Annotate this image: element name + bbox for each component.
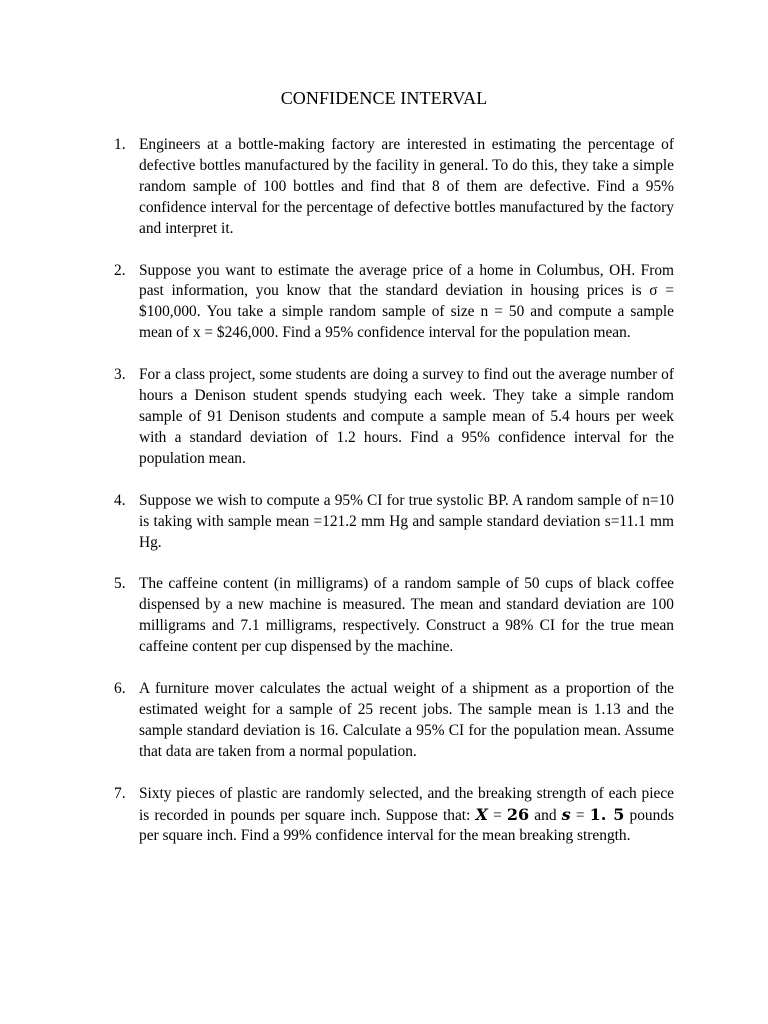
math-symbol-s: s (561, 804, 571, 824)
problem-text: For a class project, some students are doing a survey to find out the average number of hours a Denison student spends studying each week. They take a simple random sample of 91 Denison students and compute a sample mean of 5.4 hours per week with a standard deviation of 1.2 hours. Find a 95% confidence interval for the population mean. (139, 366, 674, 467)
math-value-s: 1. 5 (589, 804, 625, 824)
problem-number: 4. (114, 491, 126, 509)
problem-text (139, 785, 674, 845)
problem-number: 7. (114, 784, 126, 802)
problem-text-part: pounds per square inch. Find a 99% confidence interval for the mean breaking strength. (139, 806, 674, 845)
problem-number: 5. (114, 575, 126, 593)
problem-number: 6. (114, 680, 126, 698)
problem-text: Suppose you want to estimate the average price of a home in Columbus, OH. From past information, you know that the standard deviation in housing prices is σ = $100,000. You take a simple random sample of size n = 50 and compute a sample mean of x = $246,000. Find a 95% confidence interval for the population mean. (139, 261, 674, 342)
problem-item (114, 491, 674, 554)
problem-number: 3. (114, 366, 126, 384)
problem-text: The caffeine content (in milligrams) of a random sample of 50 cups of black coffee dispensed by a new machine is measured. The mean and standard deviation are 100 milligrams and 7.1 milligrams, respectively. Construct a 98% CI for the true mean caffeine content per cup dispensed by the machine. (139, 575, 674, 656)
conjunction-text: and (529, 806, 562, 824)
equals-sign: = (570, 806, 590, 824)
problem-text: Engineers at a bottle-making factory are interested in estimating the percentage of defective bottles manufactured by the facility in general. To do this, they take a simple random sample of 100 bottles and find that 8 of them are defective. Find a 95% confidence interval for the percentage of defective bottles manufactured by the factory and interpret it. (139, 136, 674, 237)
problem-item (114, 574, 674, 658)
problem-text-part: Sixty pieces of plastic are randomly selected, and the breaking strength of each piece is recorded in pounds per square inch. Suppose that: (139, 784, 674, 824)
problem-number: 2. (114, 261, 126, 279)
problem-list (114, 135, 674, 868)
problem-item (114, 784, 674, 848)
math-symbol-x: X (475, 804, 488, 824)
problem-text: A furniture mover calculates the actual weight of a shipment as a proportion of the estimated weight for a sample of 25 recent jobs. The sample mean is 1.13 and the sample standard deviation is 16. Calculate a 95% CI for the population mean. Assume that data are taken from a normal population. (139, 680, 674, 760)
equals-sign: = (487, 806, 507, 824)
problem-item (114, 135, 674, 240)
page-title: CONFIDENCE INTERVAL (280, 88, 488, 108)
problem-item (114, 365, 674, 470)
problem-number: 1. (114, 136, 126, 153)
problem-text: Suppose we wish to compute a 95% CI for true systolic BP. A random sample of n=10 is taking with sample mean =121.2 mm Hg and sample standard deviation s=11.1 mm Hg. (139, 491, 674, 551)
math-value-x: 26 (506, 804, 530, 824)
problem-item (114, 679, 674, 763)
problem-item (114, 261, 674, 345)
